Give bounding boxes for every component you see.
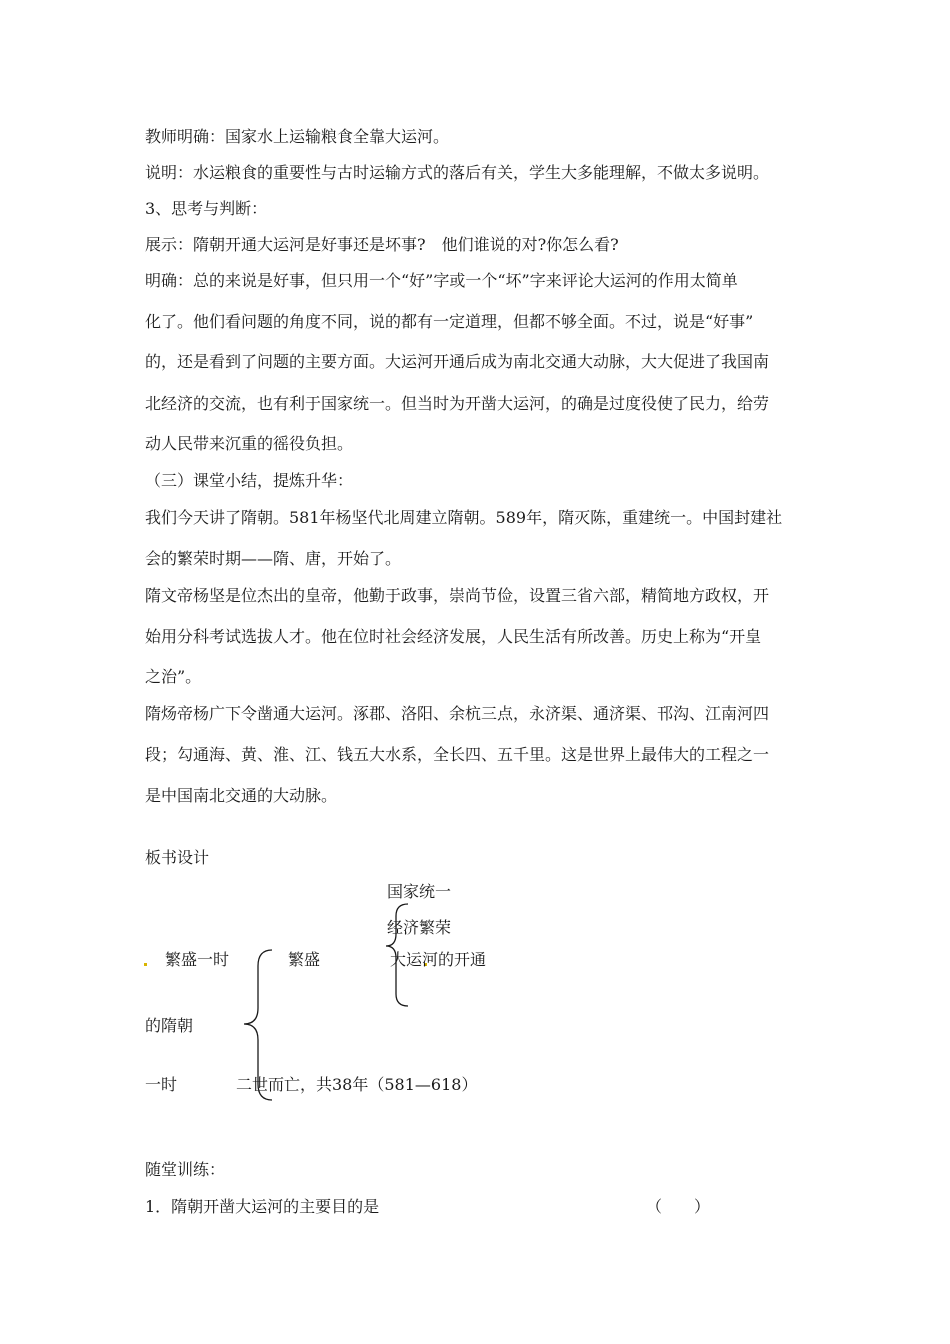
paragraph-clarify-line-4: 北经济的交流，也有利于国家统一。但当时为开凿大运河，的确是过度役使了民力，给劳 [145,394,770,413]
board-short-lived-branch: 二世而亡，共38年（581—618） [236,1075,478,1094]
paragraph-wendi-line-2: 始用分科考试选拔人才。他在位时社会经济发展，人民生活有所改善。历史上称为“开皇 [145,627,762,646]
paragraph-summary-line-1: 我们今天讲了隋朝。581年杨坚代北周建立隋朝。589年，隋灭陈，重建统一。中国封建社 [145,508,783,527]
exercise-heading: 随堂训练： [145,1160,226,1179]
board-sui-dynasty: 的隋朝 [145,1016,194,1035]
board-grand-canal: 大运河的开通 [390,950,487,969]
paragraph-display-question: 展示：隋朝开通大运河是好事还是坏事? 他们谁说的对?你怎么看? [145,235,619,254]
paragraph-teacher-conclusion: 教师明确：国家水上运输粮食全靠大运河。 [145,127,450,146]
board-economic-prosperity: 经济繁荣 [387,918,452,937]
paragraph-clarify-line-5: 动人民带来沉重的徭役负担。 [145,434,354,453]
exercise-answer-blank: （ ） [646,1197,711,1216]
paragraph-clarify-line-1: 明确：总的来说是好事，但只用一个“好”字或一个“坏”字来评论大运河的作用太简单 [145,271,738,290]
board-prosperity-branch: 繁盛 [288,950,321,969]
paragraph-yangdi-line-2: 段；勾通海、黄、淮、江、钱五大水系，全长四、五千里。这是世界上最伟大的工程之一 [145,745,770,764]
paragraph-clarify-line-3: 的，还是看到了问题的主要方面。大运河开通后成为南北交通大动脉，大大促进了我国南 [145,352,770,371]
paragraph-yangdi-line-1: 隋炀帝杨广下令凿通大运河。涿郡、洛阳、余杭三点，永济渠、通济渠、邗沟、江南河四 [145,704,770,723]
section-heading-think-judge: 3、思考与判断： [145,199,268,218]
board-national-unity: 国家统一 [387,882,452,901]
marker-dot-left [144,963,147,966]
section-heading-summary: （三）课堂小结，提炼升华： [145,471,354,490]
board-design-heading: 板书设计 [145,848,210,867]
paragraph-wendi-line-1: 隋文帝杨坚是位杰出的皇帝，他勤于政事，崇尚节俭，设置三省六部，精简地方政权，开 [145,586,770,605]
paragraph-wendi-line-3: 之治”。 [145,667,202,686]
paragraph-summary-line-2: 会的繁荣时期——隋、唐，开始了。 [145,549,402,568]
board-moment: 一时 [145,1075,178,1094]
paragraph-clarify-line-2: 化了。他们看问题的角度不同，说的都有一定道理，但都不够全面。不过，说是“好事” [145,312,754,331]
exercise-question-1: 1．隋朝开凿大运河的主要目的是 [145,1197,380,1216]
paragraph-yangdi-line-3: 是中国南北交通的大动脉。 [145,786,338,805]
paragraph-explanation: 说明：水运粮食的重要性与古时运输方式的落后有关，学生大多能理解，不做太多说明。 [145,163,770,182]
board-prosperous-era: 繁盛一时 [165,950,230,969]
